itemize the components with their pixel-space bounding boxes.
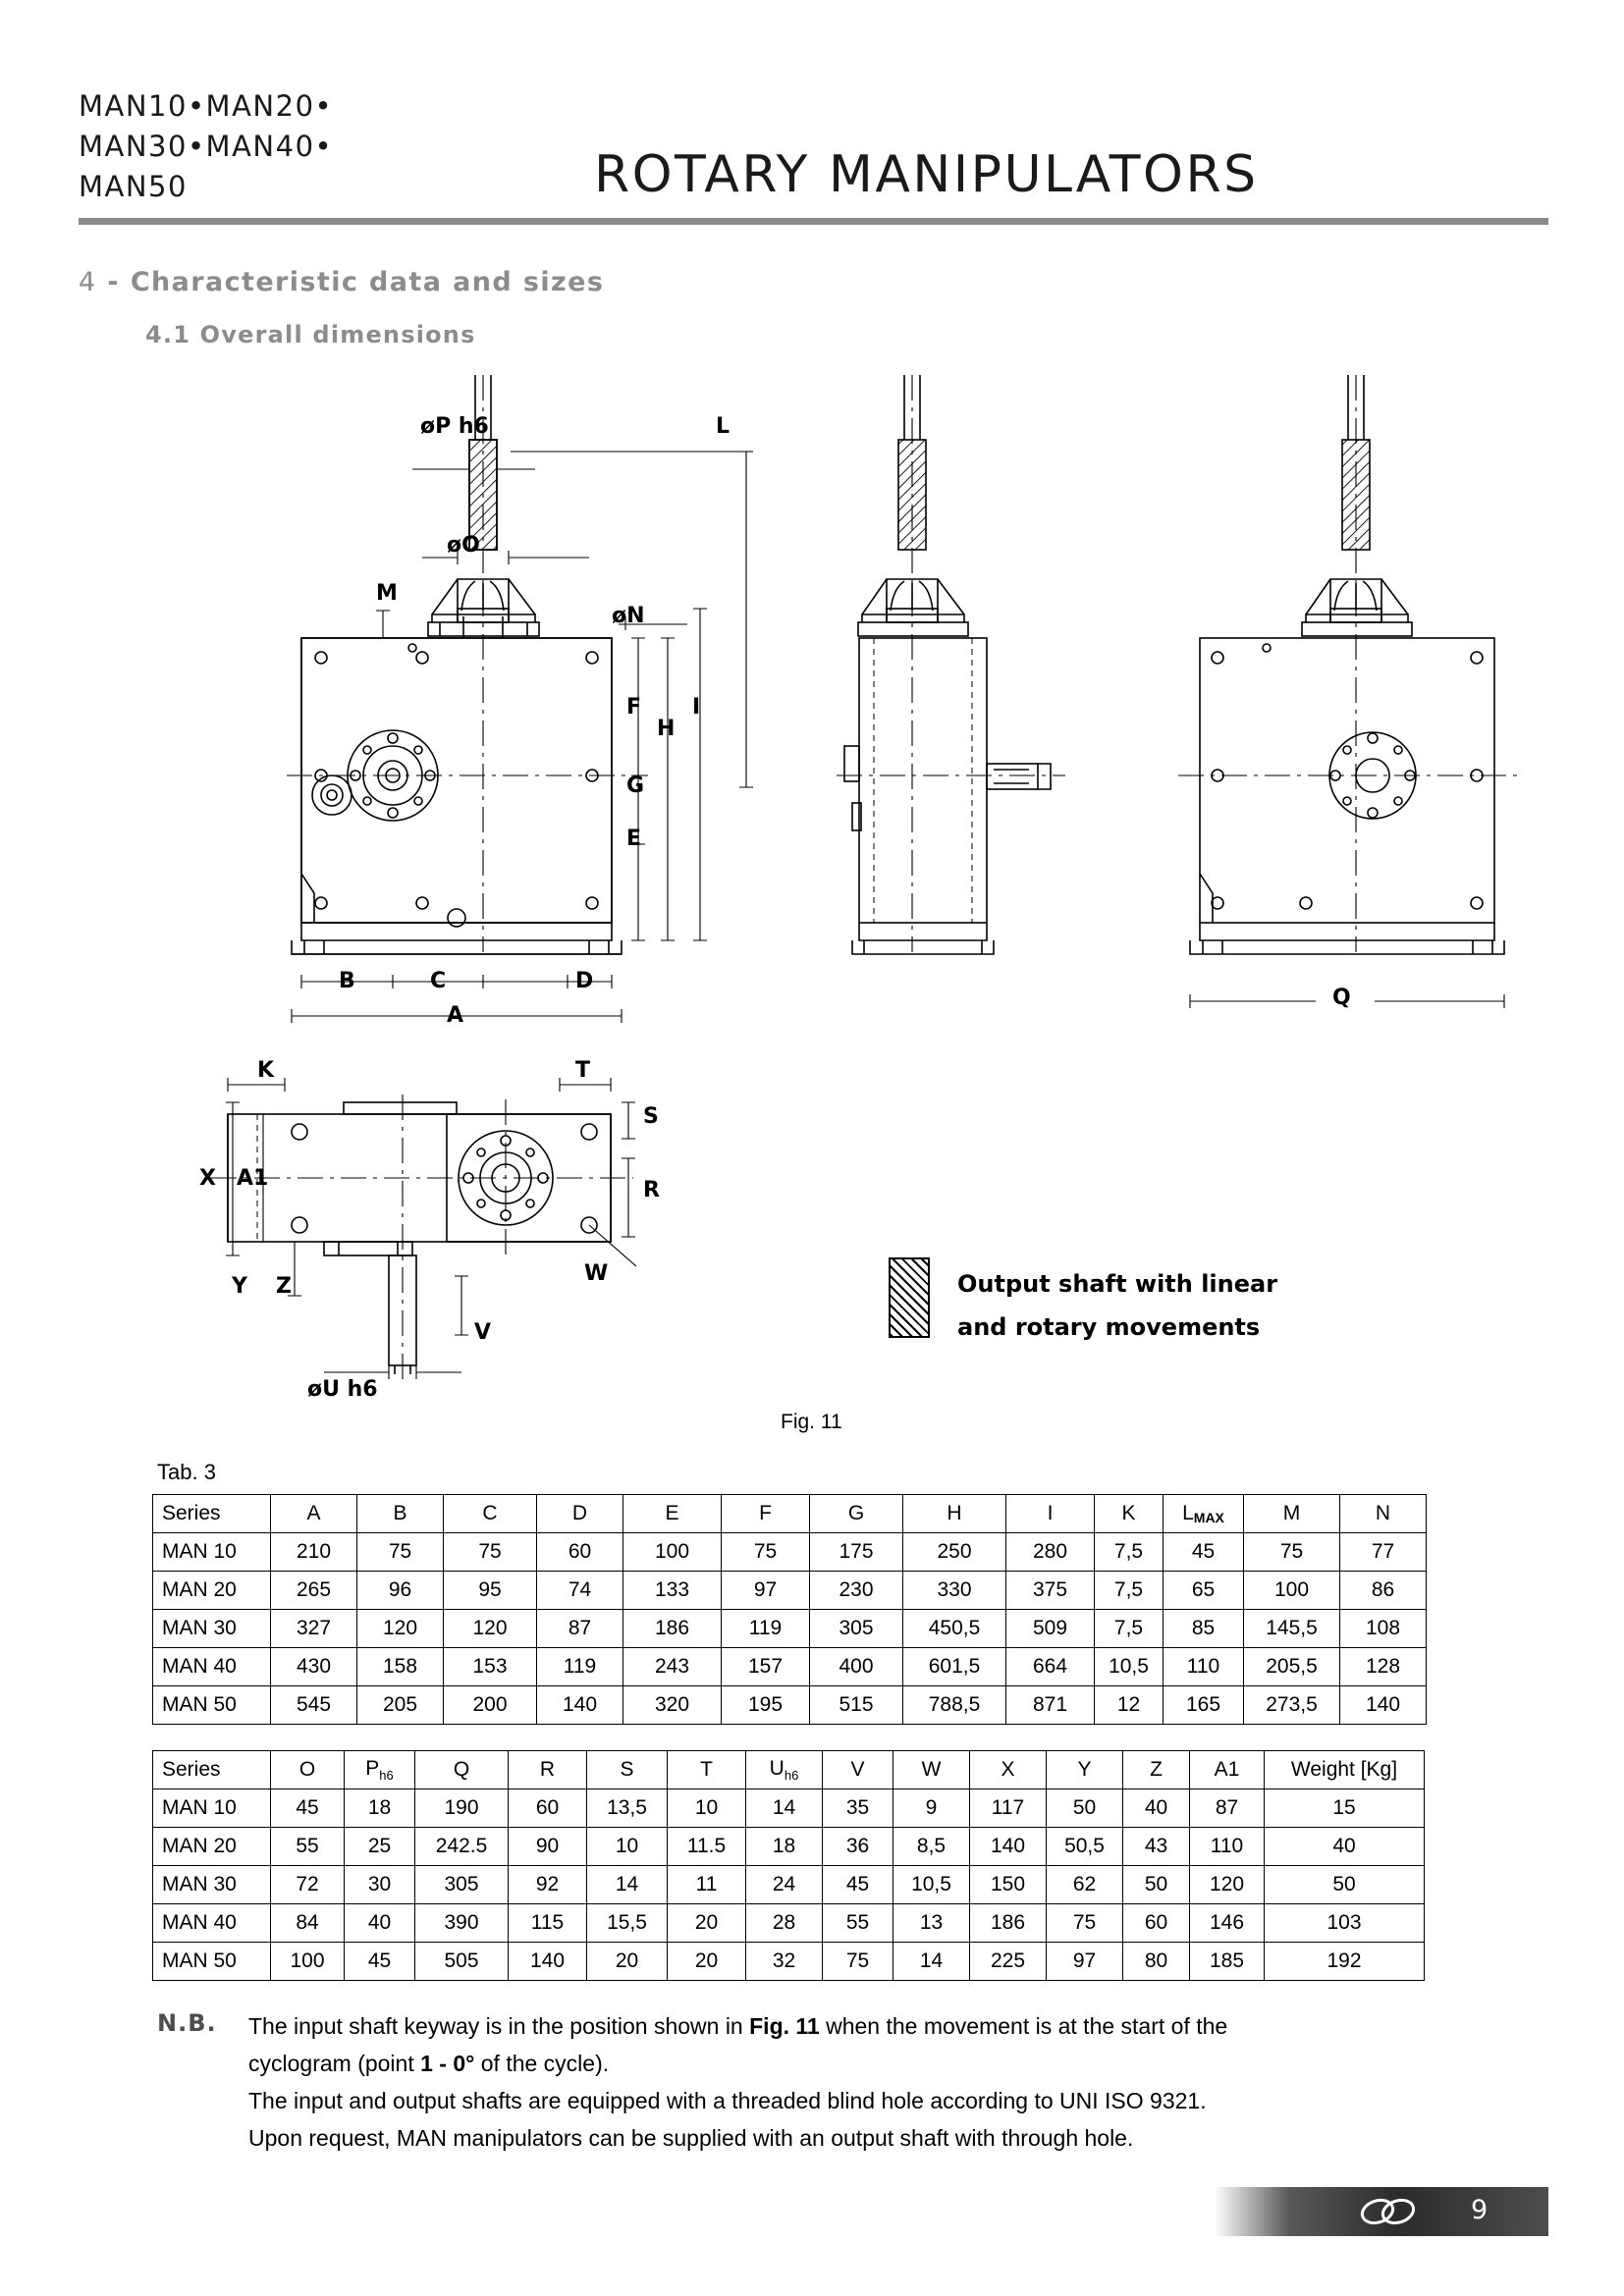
cell: 74 (537, 1572, 623, 1610)
cell: 75 (1244, 1533, 1340, 1572)
cell: 35 (823, 1789, 893, 1828)
figure-caption: Fig. 11 (781, 1411, 842, 1433)
cell: 119 (537, 1648, 623, 1686)
cell: 153 (444, 1648, 537, 1686)
cell: 36 (823, 1828, 893, 1866)
table-row (153, 1866, 1425, 1904)
cell: 390 (415, 1904, 509, 1943)
cell: 515 (810, 1686, 903, 1725)
col-header-R: R (509, 1751, 587, 1789)
cell: 140 (1340, 1686, 1427, 1725)
cell: 32 (746, 1943, 823, 1981)
cell: 60 (537, 1533, 623, 1572)
cell: 305 (810, 1610, 903, 1648)
cell-series: MAN 50 (153, 1943, 271, 1981)
cell: 165 (1164, 1686, 1244, 1725)
cell: 205 (357, 1686, 444, 1725)
col-header-series: Series (153, 1495, 271, 1533)
table-row (153, 1828, 1425, 1866)
cell: 9 (893, 1789, 970, 1828)
cell: 110 (1190, 1828, 1265, 1866)
col-header-B: B (357, 1495, 444, 1533)
cell: 195 (722, 1686, 810, 1725)
table-row (153, 1789, 1425, 1828)
cell: 273,5 (1244, 1686, 1340, 1725)
table-row (153, 1943, 1425, 1981)
col-header-G: G (810, 1495, 903, 1533)
cell: 7,5 (1095, 1610, 1164, 1648)
cell: 75 (823, 1943, 893, 1981)
cell-weight: 103 (1265, 1904, 1425, 1943)
col-header-A: A (271, 1495, 357, 1533)
page-number: 9 (1471, 2195, 1489, 2225)
cell: 330 (903, 1572, 1006, 1610)
cell: 210 (271, 1533, 357, 1572)
cell: 185 (1190, 1943, 1265, 1981)
col-header-W: W (893, 1751, 970, 1789)
cell: 10 (587, 1828, 668, 1866)
col-header-weight: Weight [Kg] (1265, 1751, 1425, 1789)
cell: 75 (357, 1533, 444, 1572)
col-header-M: M (1244, 1495, 1340, 1533)
dim-label-I: I (692, 695, 701, 720)
dim-label-L: L (716, 414, 731, 439)
dim-label-M: M (376, 581, 398, 606)
nb-line-2-a: cyclogram (point (248, 2051, 421, 2076)
nb-label: N.B. (157, 2009, 217, 2037)
cell: 509 (1006, 1610, 1095, 1648)
cell: 133 (623, 1572, 722, 1610)
cell: 200 (444, 1686, 537, 1725)
table-header-row (153, 1751, 1425, 1789)
cell: 545 (271, 1686, 357, 1725)
cell: 400 (810, 1648, 903, 1686)
cell: 430 (271, 1648, 357, 1686)
cell: 45 (345, 1943, 415, 1981)
dimensions-table-2 (152, 1750, 1425, 1981)
dim-label-W: W (584, 1261, 609, 1286)
col-header-Lmax: LMAX (1164, 1495, 1244, 1533)
cell: 150 (970, 1866, 1047, 1904)
cell-series: MAN 10 (153, 1533, 271, 1572)
nb-fig-ref: Fig. 11 (749, 2013, 820, 2039)
cell: 18 (746, 1828, 823, 1866)
cell: 140 (970, 1828, 1047, 1866)
col-header-S: S (587, 1751, 668, 1789)
cell: 664 (1006, 1648, 1095, 1686)
cell: 788,5 (903, 1686, 1006, 1725)
col-header-O: O (271, 1751, 345, 1789)
col-header-D: D (537, 1495, 623, 1533)
cell: 40 (1123, 1789, 1190, 1828)
cell: 96 (357, 1572, 444, 1610)
dim-label-A1: A1 (237, 1166, 269, 1191)
dim-label-E: E (626, 827, 642, 851)
cell: 95 (444, 1572, 537, 1610)
cell: 13,5 (587, 1789, 668, 1828)
col-header-C: C (444, 1495, 537, 1533)
cell: 115 (509, 1904, 587, 1943)
col-header-N: N (1340, 1495, 1427, 1533)
col-header-P-h6: $P_{h6}$ (345, 1751, 415, 1789)
col-header-I: I (1006, 1495, 1095, 1533)
cell: 157 (722, 1648, 810, 1686)
col-header-F: F (722, 1495, 810, 1533)
cell: 84 (271, 1904, 345, 1943)
cell: 158 (357, 1648, 444, 1686)
table-row (153, 1648, 1427, 1686)
table-header-row (153, 1495, 1427, 1533)
cell-series: MAN 30 (153, 1866, 271, 1904)
cell: 450,5 (903, 1610, 1006, 1648)
cell-series: MAN 50 (153, 1686, 271, 1725)
cell: 45 (271, 1789, 345, 1828)
dim-label-R: R (643, 1178, 660, 1202)
cell: 14 (587, 1866, 668, 1904)
dim-label-F: F (626, 695, 642, 720)
section-number: 4 (79, 267, 97, 297)
cell: 871 (1006, 1686, 1095, 1725)
cell: 10,5 (1095, 1648, 1164, 1686)
cell: 28 (746, 1904, 823, 1943)
header-divider (79, 218, 1548, 225)
section-title (79, 267, 604, 297)
cell: 305 (415, 1866, 509, 1904)
cell: 40 (345, 1904, 415, 1943)
col-header-Y: Y (1047, 1751, 1123, 1789)
dim-label-X: X (199, 1166, 216, 1191)
cell: 72 (271, 1866, 345, 1904)
cell: 327 (271, 1610, 357, 1648)
cell: 146 (1190, 1904, 1265, 1943)
cell: 13 (893, 1904, 970, 1943)
table-row (153, 1533, 1427, 1572)
legend-hatch-swatch (889, 1257, 930, 1338)
cell: 375 (1006, 1572, 1095, 1610)
nb-line-1 (248, 2007, 1495, 2045)
dim-label-oU-h6: øU h6 (307, 1377, 378, 1402)
cell: 280 (1006, 1533, 1095, 1572)
cell: 145,5 (1244, 1610, 1340, 1648)
cell: 80 (1123, 1943, 1190, 1981)
col-header-T: T (668, 1751, 746, 1789)
cell: 320 (623, 1686, 722, 1725)
col-header-A1: A1 (1190, 1751, 1265, 1789)
model-codes (79, 86, 333, 207)
cell-weight: 50 (1265, 1866, 1425, 1904)
col-header-V: V (823, 1751, 893, 1789)
dim-label-V: V (474, 1320, 492, 1345)
cell: 8,5 (893, 1828, 970, 1866)
cell: 100 (271, 1943, 345, 1981)
cell-series: MAN 30 (153, 1610, 271, 1648)
col-header-Q: Q (415, 1751, 509, 1789)
nb-body (248, 2007, 1495, 2157)
cell: 230 (810, 1572, 903, 1610)
cell: 87 (537, 1610, 623, 1648)
cell: 120 (1190, 1866, 1265, 1904)
cell: 97 (722, 1572, 810, 1610)
cell: 120 (357, 1610, 444, 1648)
cell: 20 (587, 1943, 668, 1981)
dim-label-A: A (447, 1003, 464, 1028)
cell: 7,5 (1095, 1533, 1164, 1572)
col-header-series: Series (153, 1751, 271, 1789)
cell: 20 (668, 1943, 746, 1981)
dim-label-H: H (657, 717, 676, 741)
cell: 108 (1340, 1610, 1427, 1648)
model-code-line-3: MAN50 (79, 170, 188, 203)
dim-label-oP-h6: øP h6 (420, 414, 489, 439)
cell: 119 (722, 1610, 810, 1648)
dim-label-G: G (626, 774, 645, 798)
page-header (0, 0, 1624, 226)
cell: 77 (1340, 1533, 1427, 1572)
model-code-line-1: MAN10•MAN20• (79, 89, 334, 123)
cell: 242.5 (415, 1828, 509, 1866)
cell: 110 (1164, 1648, 1244, 1686)
company-logo-icon (1352, 2191, 1423, 2232)
dim-label-T: T (575, 1058, 591, 1083)
cell: 97 (1047, 1943, 1123, 1981)
dim-label-C: C (430, 969, 447, 993)
col-header-H: H (903, 1495, 1006, 1533)
page-title: ROTARY MANIPULATORS (594, 145, 1259, 204)
nb-line-2 (248, 2045, 1495, 2082)
cell: 30 (345, 1866, 415, 1904)
cell-series: MAN 20 (153, 1572, 271, 1610)
col-header-Z: Z (1123, 1751, 1190, 1789)
cell: 601,5 (903, 1648, 1006, 1686)
cell: 55 (271, 1828, 345, 1866)
nb-line-1-c: when the movement is at the start of the (819, 2013, 1228, 2039)
cell: 186 (970, 1904, 1047, 1943)
cell: 75 (444, 1533, 537, 1572)
cell: 75 (722, 1533, 810, 1572)
cell-weight: 192 (1265, 1943, 1425, 1981)
cell: 50 (1047, 1789, 1123, 1828)
table-row (153, 1610, 1427, 1648)
nb-line-4: Upon request, MAN manipulators can be supplied with an output shaft with through hole. (248, 2125, 1134, 2151)
table-row (153, 1904, 1425, 1943)
col-header-X: X (970, 1751, 1047, 1789)
cell: 186 (623, 1610, 722, 1648)
cell: 250 (903, 1533, 1006, 1572)
cell: 100 (623, 1533, 722, 1572)
cell: 12 (1095, 1686, 1164, 1725)
cell: 24 (746, 1866, 823, 1904)
cell: 62 (1047, 1866, 1123, 1904)
cell: 85 (1164, 1610, 1244, 1648)
cell: 265 (271, 1572, 357, 1610)
dim-label-S: S (643, 1104, 659, 1129)
cell: 55 (823, 1904, 893, 1943)
dim-label-K: K (257, 1058, 275, 1083)
cell: 10 (668, 1789, 746, 1828)
cell-weight: 40 (1265, 1828, 1425, 1866)
cell: 243 (623, 1648, 722, 1686)
dim-label-Z: Z (276, 1274, 292, 1299)
cell: 25 (345, 1828, 415, 1866)
dim-label-oN: øN (612, 604, 645, 628)
cell-series: MAN 20 (153, 1828, 271, 1866)
col-header-E: E (623, 1495, 722, 1533)
dim-label-D: D (575, 969, 594, 993)
model-code-line-2: MAN30•MAN40• (79, 130, 334, 163)
cell: 140 (509, 1943, 587, 1981)
dim-label-oO: øO (447, 533, 480, 558)
cell: 11.5 (668, 1828, 746, 1866)
cell: 140 (537, 1686, 623, 1725)
cell: 10,5 (893, 1866, 970, 1904)
dim-label-B: B (339, 969, 355, 993)
cell-series: MAN 40 (153, 1904, 271, 1943)
cell: 205,5 (1244, 1648, 1340, 1686)
nb-line-2-c: of the cycle). (474, 2051, 610, 2076)
cell: 18 (345, 1789, 415, 1828)
section-dash: - (107, 267, 121, 297)
cell: 45 (1164, 1533, 1244, 1572)
cell: 90 (509, 1828, 587, 1866)
cell: 15,5 (587, 1904, 668, 1943)
cell: 50,5 (1047, 1828, 1123, 1866)
legend-line-2: and rotary movements (957, 1313, 1261, 1341)
legend-text (957, 1262, 1277, 1349)
section-title-text: Characteristic data and sizes (130, 267, 605, 297)
cell: 60 (1123, 1904, 1190, 1943)
cell-series: MAN 10 (153, 1789, 271, 1828)
cell: 75 (1047, 1904, 1123, 1943)
table-row (153, 1572, 1427, 1610)
cell: 43 (1123, 1828, 1190, 1866)
cell: 225 (970, 1943, 1047, 1981)
cell: 20 (668, 1904, 746, 1943)
cell: 65 (1164, 1572, 1244, 1610)
cell: 190 (415, 1789, 509, 1828)
cell: 50 (1123, 1866, 1190, 1904)
cell: 11 (668, 1866, 746, 1904)
cell: 7,5 (1095, 1572, 1164, 1610)
legend-line-1: Output shaft with linear (957, 1270, 1278, 1298)
nb-line-1-a: The input shaft keyway is in the position shown in (248, 2013, 750, 2039)
cell: 128 (1340, 1648, 1427, 1686)
cell-series: MAN 40 (153, 1648, 271, 1686)
cell: 86 (1340, 1572, 1427, 1610)
nb-point-ref: 1 - 0° (420, 2051, 475, 2076)
cell: 120 (444, 1610, 537, 1648)
cell: 14 (746, 1789, 823, 1828)
dim-label-Y: Y (232, 1274, 247, 1299)
cell: 505 (415, 1943, 509, 1981)
cell: 60 (509, 1789, 587, 1828)
technical-drawing (0, 353, 1624, 1423)
cell: 45 (823, 1866, 893, 1904)
cell: 117 (970, 1789, 1047, 1828)
subsection-title: 4.1 Overall dimensions (145, 321, 476, 348)
cell: 87 (1190, 1789, 1265, 1828)
nb-line-3: The input and output shafts are equipped with a threaded blind hole according to UNI ISO 9321. (248, 2088, 1207, 2113)
cell: 14 (893, 1943, 970, 1981)
col-header-K: K (1095, 1495, 1164, 1533)
cell: 92 (509, 1866, 587, 1904)
cell: 175 (810, 1533, 903, 1572)
cell: 100 (1244, 1572, 1340, 1610)
dimensions-table-1 (152, 1494, 1427, 1725)
dim-label-Q: Q (1332, 986, 1351, 1010)
table-caption: Tab. 3 (157, 1460, 216, 1484)
col-header-U-h6: $U_{h6}$ (746, 1751, 823, 1789)
cell-weight: 15 (1265, 1789, 1425, 1828)
table-row (153, 1686, 1427, 1725)
